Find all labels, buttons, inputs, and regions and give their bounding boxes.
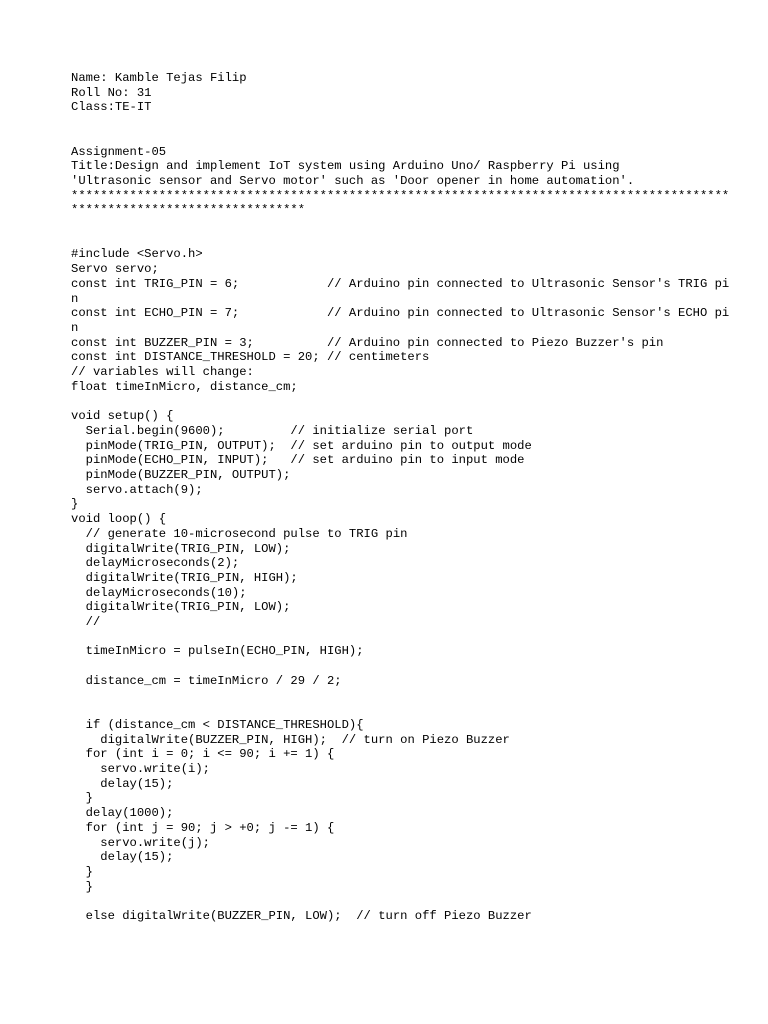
roll-number: Roll No: 31 [71,85,152,100]
assignment-title-line-1: Title:Design and implement IoT system using Arduino Uno/ Raspberry Pi using [71,159,620,174]
document-body [71,71,731,924]
assignment-number: Assignment-05 [71,144,167,159]
student-name: Name: Kamble Tejas Filip [71,71,247,85]
assignment-title-line-2: 'Ultrasonic sensor and Servo motor' such as 'Door opener in home automation'. [71,173,635,188]
separator-line: ************************************************************************************************************************** [71,188,730,218]
class-name: Class:TE-IT [71,100,152,115]
code-listing: #include <Servo.h> Servo servo; const int TRIG_PIN = 6; // Arduino pin connected to Ultrasonic Sensor's TRIG pin const int ECHO_PIN = 7; // Arduino pin connected to Ultrasonic Sensor's ECHO pin const int BUZZER_PIN = 3; // Arduino pin connected to Piezo Buzzer's pin const int DISTANCE_THRESHOLD = 20; // centimeters // variables will change: float timeInMicro, distance_cm; void setup() { Serial.begin(9600); // initialize serial port pinMode(TRIG_PIN, OUTPUT); // set arduino pin to output mode pinMode(ECHO_PIN, INPUT); // set arduino pin to input mode pinMode(BUZZER_PIN, OUTPUT); servo.attach(9); } void loop() { // generate 10-microsecond pulse to TRIG pin digitalWrite(TRIG_PIN, LOW); delayMicroseconds(2); digitalWrite(TRIG_PIN, HIGH); delayMicroseconds(10); digitalWrite(TRIG_PIN, LOW); // timeInMicro = pulseIn(ECHO_PIN, HIGH); distance_cm = timeInMicro / 29 / 2; if (distance_cm < DISTANCE_THRESHOLD){ digitalWrite(BUZZER_PIN, HIGH); // turn on Piezo Buzzer for (int i = 0; i <= 90; i += 1) { servo.write(i); delay(15); } delay(1000); for (int j = 90; j > +0; j -= 1) { servo.write(j); delay(15); } } else digitalWrite(BUZZER_PIN, LOW); // turn off Piezo Buzzer [71,247,730,924]
